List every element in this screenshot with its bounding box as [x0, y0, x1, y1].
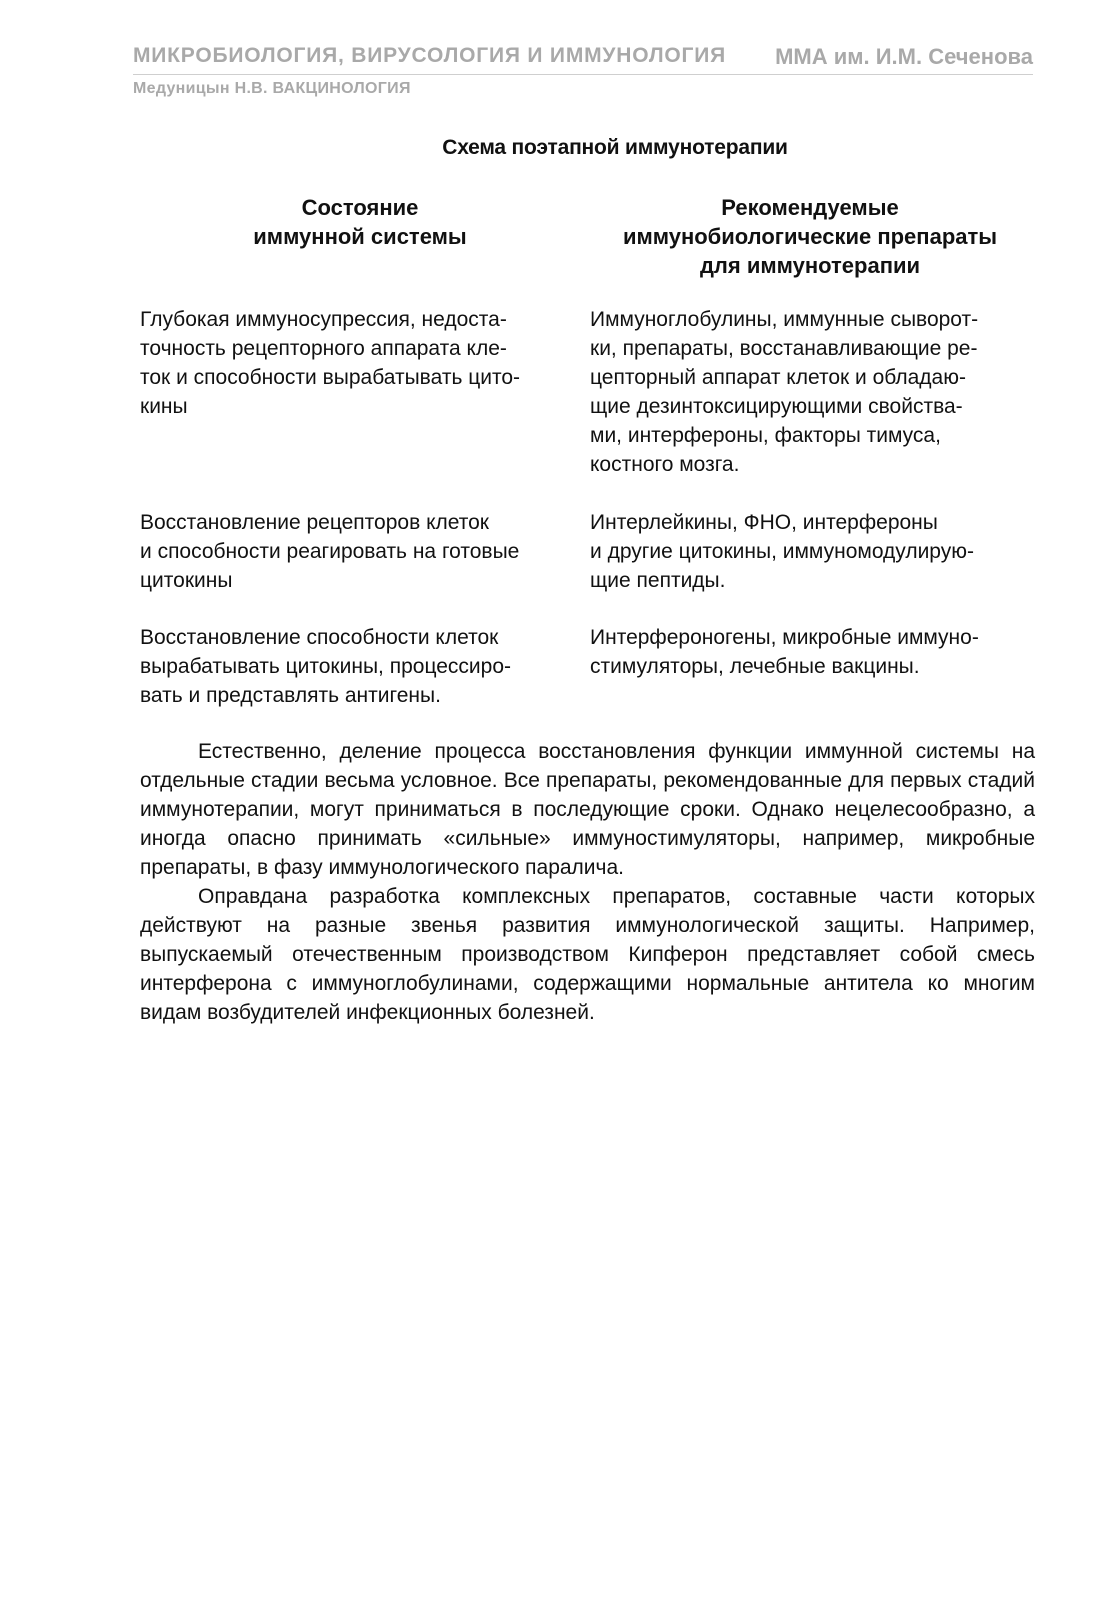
row-1-drugs: Иммуноглобулины, иммунные сыворот- ки, препараты, восстанавливающие ре- цепторный аппарат клеток и обладаю- щие дезинтоксицирующими свойства- ми, интерфероны, факторы тимуса, костного мозга. — [590, 308, 979, 476]
row-1-state: Глубокая иммуносупрессия, недоста- точность рецепторного аппарата кле- ток и способности вырабатывать цито- кины — [140, 308, 521, 418]
header-divider — [133, 74, 1033, 75]
header-institution: ММА им. И.М. Сеченова — [775, 44, 1033, 69]
row-2-drugs: Интерлейкины, ФНО, интерфероны и другие цитокины, иммуномодулирую- щие пептиды. — [590, 511, 974, 592]
scheme-title: Схема поэтапной иммунотерапии — [442, 136, 788, 159]
header-subject: МИКРОБИОЛОГИЯ, ВИРУСОЛОГИЯ И ИММУНОЛОГИЯ — [133, 44, 727, 67]
row-2-state: Восстановление рецепторов клеток и способности реагировать на готовые цитокины — [140, 511, 520, 592]
header-author-book: Медуницын Н.В. ВАКЦИНОЛОГИЯ — [133, 80, 411, 97]
column-header-drugs: Рекомендуемые иммунобиологические препараты для иммунотерапии — [622, 195, 998, 278]
column-header-state: Состояние иммунной системы — [253, 195, 467, 249]
running-header — [133, 44, 1033, 74]
row-3-drugs: Интерфероногены, микробные иммуно- стимуляторы, лечебные вакцины. — [590, 626, 979, 678]
body-paragraph: Оправдана разработка комплексных препаратов, составные части которых действуют на разные звенья развития иммунологической защиты. Например, выпускаемый отечественным производством Кипферон представляет собой смесь интерферона с иммуноглобулинами, содержащими нормальные антитела ко многим видам возбудителей инфекционных болезней. — [140, 885, 1035, 1024]
row-3-state: Восстановление способности клеток вырабатывать цитокины, процессиро- вать и представлять антигены. — [140, 626, 511, 707]
body-paragraph: Естественно, деление процесса восстановления функции иммунной системы на отдельные стадии весьма условное. Все препараты, рекомендованные для первых стадий иммунотерапии, могут приниматься в последующие сроки. Однако нецелесообразно, а иногда опасно принимать «сильные» иммуностимуляторы, например, микробные препараты, в фазу иммунологического паралича. — [140, 740, 1035, 879]
